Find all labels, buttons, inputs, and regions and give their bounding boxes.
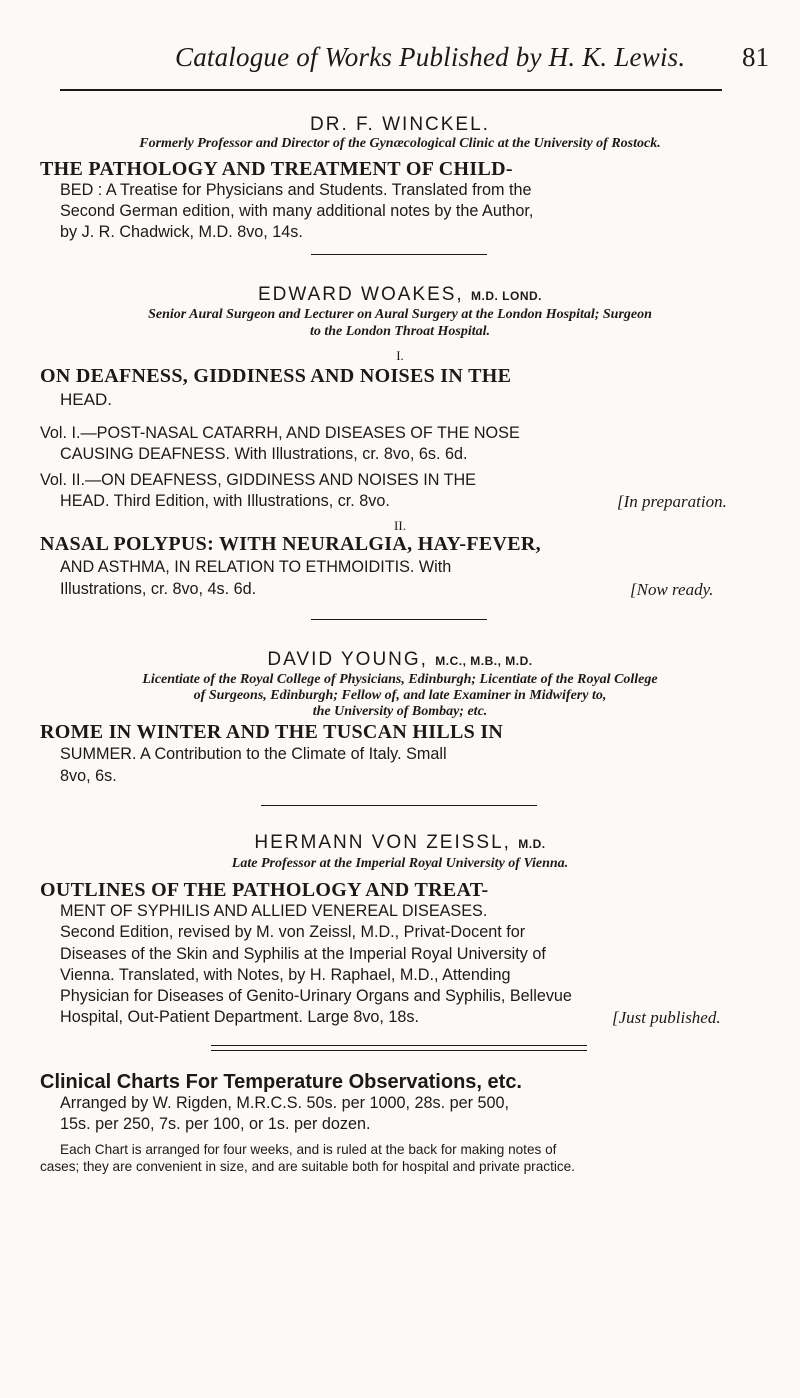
author-winckel: DR. F. WINCKEL.	[310, 114, 490, 135]
section-rule	[211, 1050, 587, 1051]
section-rule	[311, 619, 487, 620]
author-degree: M.D. LOND.	[470, 289, 542, 303]
entry-line: SUMMER. A Contribution to the Climate of Italy. Small	[60, 745, 447, 763]
running-head-title: Catalogue of Works Published by H. K. Lewis.	[175, 42, 686, 72]
entry-line: AND ASTHMA, IN RELATION TO ETHMOIDITIS. With	[60, 558, 452, 576]
credit-woakes-2: to the London Throat Hospital.	[309, 324, 491, 339]
section-numeral: II.	[394, 518, 406, 533]
author-name: HERMANN VON ZEISSL,	[254, 832, 511, 853]
header-rule	[60, 89, 722, 91]
title-syphilis: OUTLINES OF THE PATHOLOGY AND TREAT-	[40, 879, 489, 901]
entry-line: by J. R. Chadwick, M.D. 8vo, 14s.	[60, 223, 303, 241]
entry-line: Hospital, Out-Patient Department. Large 8vo, 18s.	[60, 1008, 420, 1026]
author-woakes	[0, 284, 800, 306]
title-childbed: THE PATHOLOGY AND TREATMENT OF CHILD-	[40, 158, 513, 180]
volume-2-line: HEAD. Third Edition, with Illustrations, cr. 8vo.	[60, 492, 390, 510]
volume-2-line: Vol. II.—ON DEAFNESS, GIDDINESS AND NOISES IN THE	[40, 471, 476, 489]
entry-line: Second Edition, revised by M. von Zeissl, M.D., Privat-Docent for	[60, 923, 526, 941]
entry-line: Diseases of the Skin and Syphilis at the Imperial Royal University of	[60, 945, 546, 963]
credit-winckel: Formerly Professor and Director of the Gynæcological Clinic at the University of Rostock.	[139, 136, 661, 151]
author-name: DAVID YOUNG,	[267, 649, 428, 670]
title-rome-in-winter: ROME IN WINTER AND THE TUSCAN HILLS IN	[40, 721, 504, 743]
credit-zeissl: Late Professor at the Imperial Royal University of Vienna.	[231, 856, 569, 871]
status-now-ready: [Now ready.	[630, 580, 714, 599]
entry-line: Illustrations, cr. 8vo, 4s. 6d.	[60, 580, 257, 598]
section-rule	[261, 805, 537, 806]
section-numeral: I.	[396, 348, 404, 363]
author-degree: M.D.	[518, 837, 546, 851]
page-number: 81	[742, 42, 769, 72]
section-rule	[311, 254, 487, 255]
volume-1-line: CAUSING DEAFNESS. With Illustrations, cr. 8vo, 6s. 6d.	[60, 445, 468, 463]
title-deafness: ON DEAFNESS, GIDDINESS AND NOISES IN THE	[40, 365, 512, 387]
author-degree: M.C., M.B., M.D.	[435, 654, 533, 668]
entry-line: 8vo, 6s.	[60, 767, 117, 785]
entry-line: Vienna. Translated, with Notes, by H. Raphael, M.D., Attending	[60, 966, 511, 984]
title-deafness-cont: HEAD.	[60, 390, 112, 409]
author-name: EDWARD WOAKES,	[258, 284, 464, 305]
author-young	[0, 649, 800, 671]
volume-1-line: Vol. I.—POST-NASAL CATARRH, AND DISEASES OF THE NOSE	[40, 424, 520, 442]
entry-line: BED : A Treatise for Physicians and Students. Translated from the	[60, 181, 532, 199]
credit-young-3: the University of Bombay; etc.	[312, 704, 488, 719]
entry-line: Arranged by W. Rigden, M.R.C.S. 50s. per 1000, 28s. per 500,	[60, 1094, 509, 1112]
credit-woakes-1: Senior Aural Surgeon and Lecturer on Aural Surgery at the London Hospital; Surgeon	[148, 307, 652, 322]
entry-line: MENT OF SYPHILIS AND ALLIED VENEREAL DISEASES.	[60, 902, 488, 920]
section-rule	[211, 1045, 587, 1046]
status-just-published: [Just published.	[612, 1008, 721, 1027]
entry-line: 15s. per 250, 7s. per 100, or 1s. per dozen.	[60, 1115, 371, 1133]
entry-line: Physician for Diseases of Genito-Urinary Organs and Syphilis, Bellevue	[60, 987, 572, 1005]
author-zeissl	[0, 832, 800, 854]
status-in-preparation: [In preparation.	[617, 492, 727, 511]
charts-note: cases; they are convenient in size, and are suitable both for hospital and private practice.	[40, 1159, 576, 1174]
credit-young-1: Licentiate of the Royal College of Physicians, Edinburgh; Licentiate of the Royal College	[142, 672, 658, 687]
title-nasal-polypus: NASAL POLYPUS: WITH NEURALGIA, HAY-FEVER,	[40, 533, 541, 555]
charts-note: Each Chart is arranged for four weeks, and is ruled at the back for making notes of	[60, 1142, 557, 1157]
credit-young-2: of Surgeons, Edinburgh; Fellow of, and late Examiner in Midwifery to,	[193, 688, 607, 703]
entry-line: Second German edition, with many additional notes by the Author,	[60, 202, 534, 220]
title-clinical-charts: Clinical Charts For Temperature Observations, etc.	[40, 1071, 522, 1093]
